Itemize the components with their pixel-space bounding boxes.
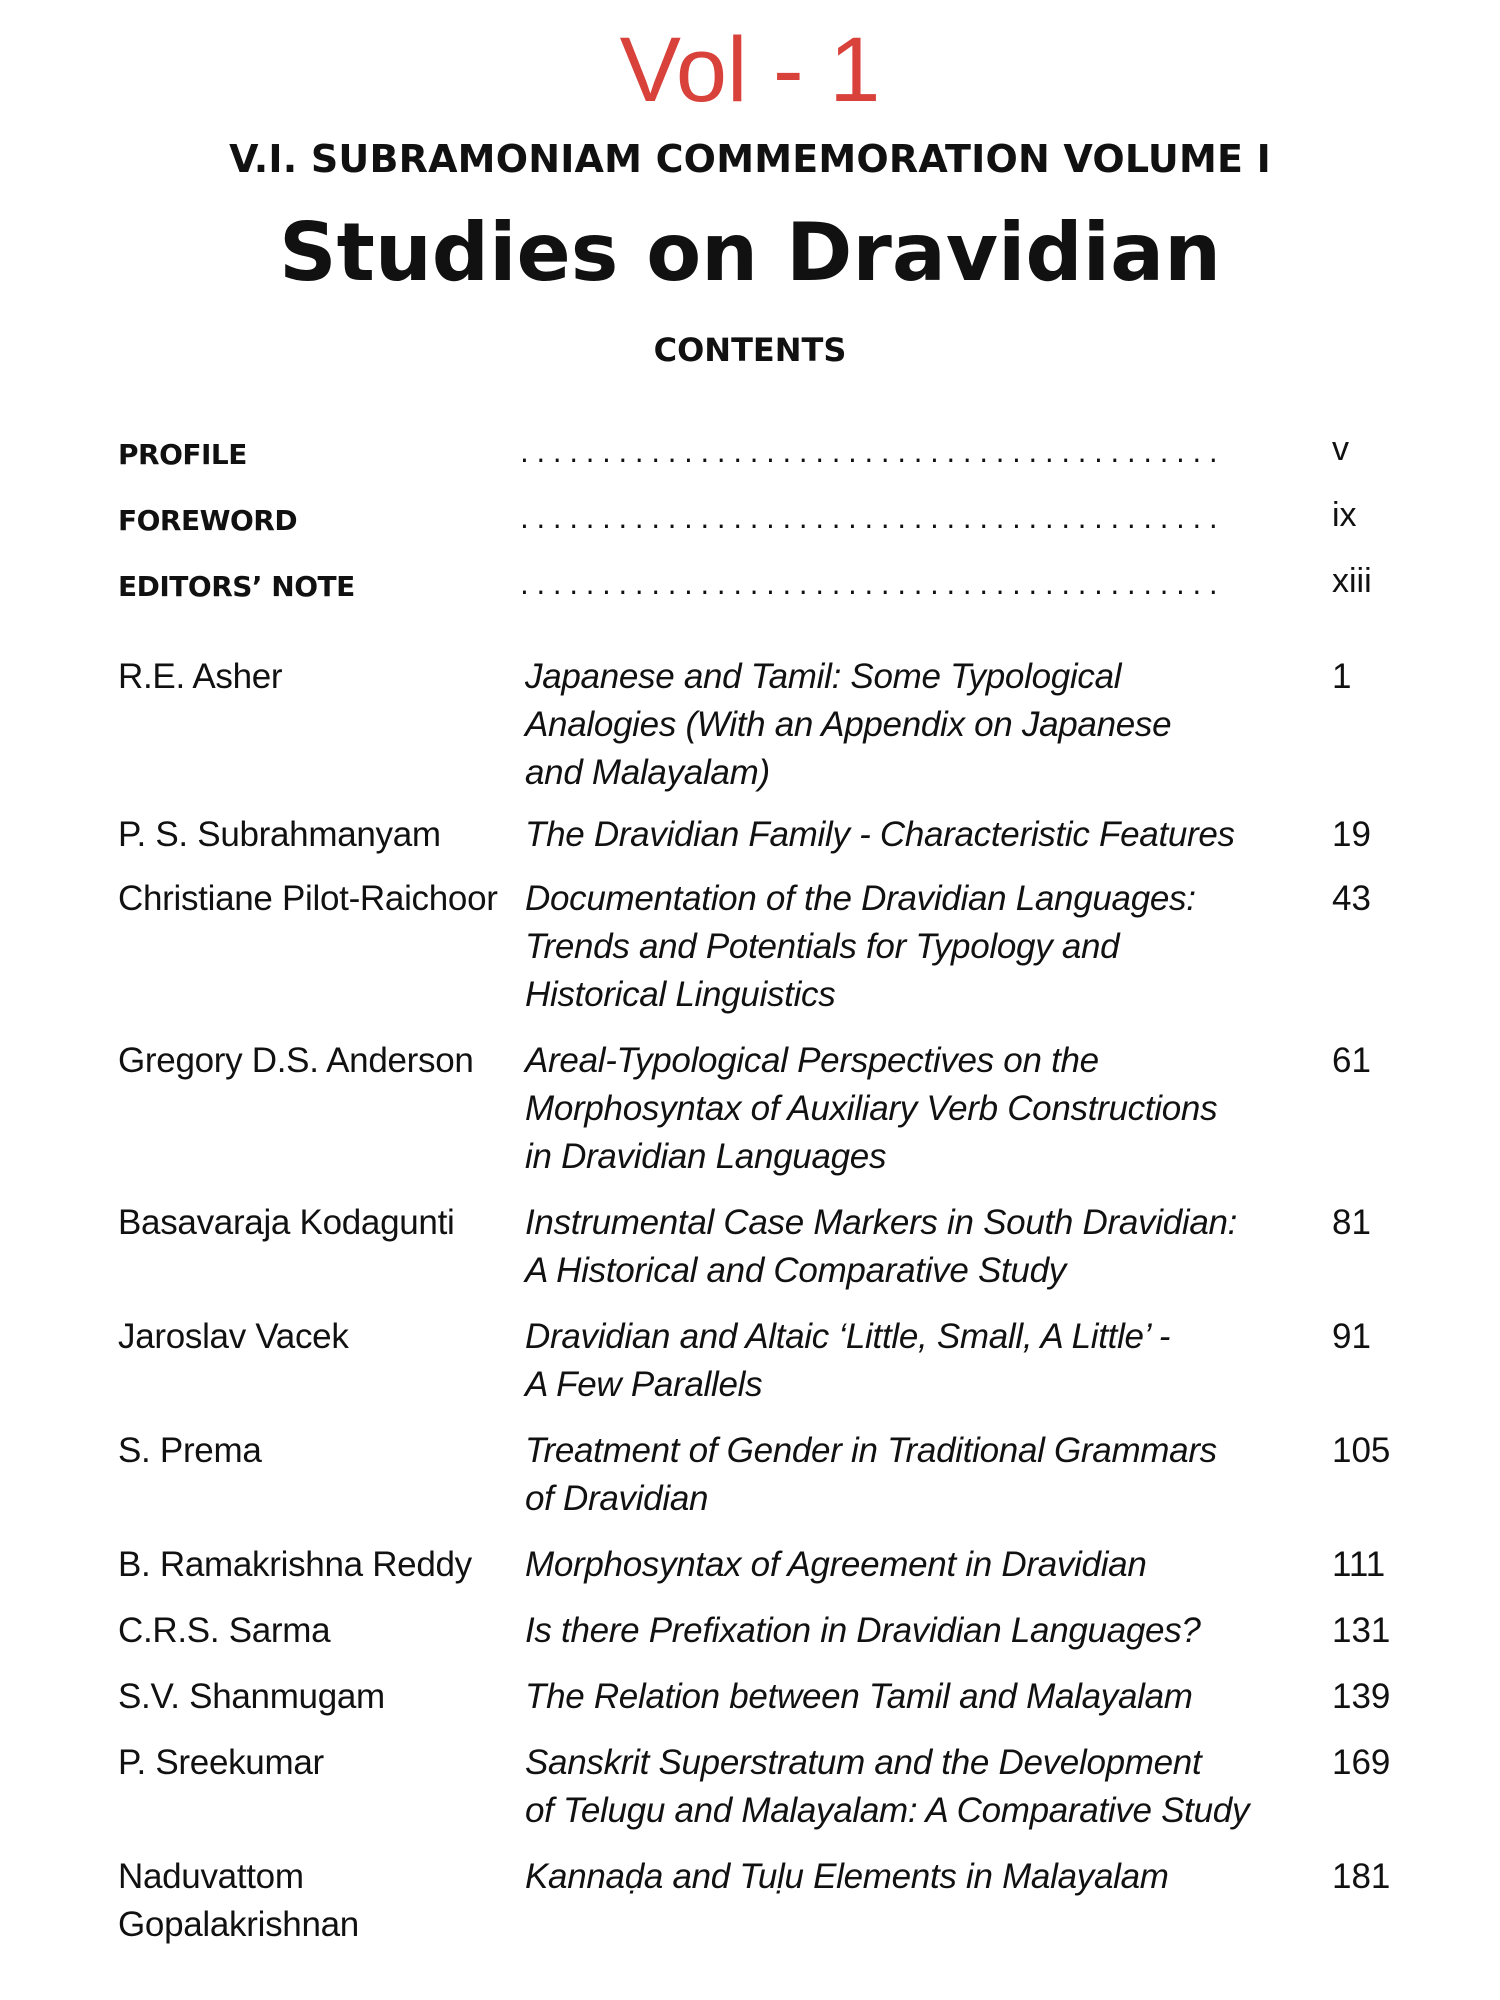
page-number: 181 [1332,1857,1391,1896]
page-number: 139 [1332,1677,1391,1716]
front-matter-row-profile [0,430,1500,485]
entry-author: S.V. Shanmugam [118,1677,385,1716]
front-matter-row-editors-note [0,562,1500,617]
page-number: 81 [1332,1203,1371,1242]
front-matter-row-foreword [0,496,1500,551]
page-number: 131 [1332,1611,1391,1650]
entry-title: Japanese and Tamil: Some Typological Analogies (With an Appendix on Japanese and Malayalam) [525,657,1172,792]
entry-title: Instrumental Case Markers in South Dravidian: A Historical and Comparative Study [525,1203,1238,1290]
front-matter-label: PROFILE [118,438,247,471]
page-number: 111 [1332,1545,1386,1584]
entry-author: Basavaraja Kodagunti [118,1203,455,1242]
page-number: xiii [1332,562,1372,600]
entry-author: S. Prema [118,1431,262,1470]
entry-author: Gregory D.S. Anderson [118,1041,474,1080]
page-number: 169 [1332,1743,1391,1782]
dot-leader: ........................................... [520,502,1226,535]
page-number: ix [1332,496,1357,534]
page-number: 43 [1332,879,1371,918]
page-number: 91 [1332,1317,1371,1356]
entry-author: Jaroslav Vacek [118,1317,349,1356]
entry-title: Areal-Typological Perspectives on the Morphosyntax of Auxiliary Verb Constructions in Dravidian Languages [525,1041,1218,1176]
page-number: 1 [1332,657,1352,696]
entry-author: P. Sreekumar [118,1743,324,1782]
entry-title: Is there Prefixation in Dravidian Languages? [525,1611,1201,1650]
entry-author: R.E. Asher [118,657,283,696]
dot-leader: ........................................... [520,568,1226,601]
entry-title: The Dravidian Family - Characteristic Features [525,815,1235,854]
entry-author: P. S. Subrahmanyam [118,815,441,854]
page-number: 61 [1332,1041,1371,1080]
volume-label: Vol - 1 [619,19,881,121]
series-title: V.I. SUBRAMONIAM COMMEMORATION VOLUME I [229,137,1271,181]
entry-title: Kannaḍa and Tuḷu Elements in Malayalam [525,1857,1169,1896]
entry-author: Naduvattom Gopalakrishnan [118,1857,359,1944]
entry-title: Treatment of Gender in Traditional Grammars of Dravidian [525,1431,1217,1518]
entry-title: Dravidian and Altaic ‘Little, Small, A Little’ - A Few Parallels [525,1317,1171,1404]
entry-title: Sanskrit Superstratum and the Development of Telugu and Malayalam: A Comparative Study [525,1743,1250,1830]
front-matter-label: EDITORS’ NOTE [118,570,355,603]
page-number: v [1332,430,1349,468]
entry-title: The Relation between Tamil and Malayalam [525,1677,1193,1716]
book-title: Studies on Dravidian [278,206,1222,299]
page-number: 19 [1332,815,1371,854]
entry-author: C.R.S. Sarma [118,1611,331,1650]
page-number: 105 [1332,1431,1391,1470]
dot-leader: ........................................... [520,436,1226,469]
entry-title: Documentation of the Dravidian Languages: Trends and Potentials for Typology and Historical Linguistics [525,879,1196,1014]
contents-heading: CONTENTS [653,331,847,369]
front-matter-label: FOREWORD [118,504,298,537]
entry-author: B. Ramakrishna Reddy [118,1545,472,1584]
entry-author: Christiane Pilot-Raichoor [118,879,498,918]
entry-title: Morphosyntax of Agreement in Dravidian [525,1545,1147,1584]
